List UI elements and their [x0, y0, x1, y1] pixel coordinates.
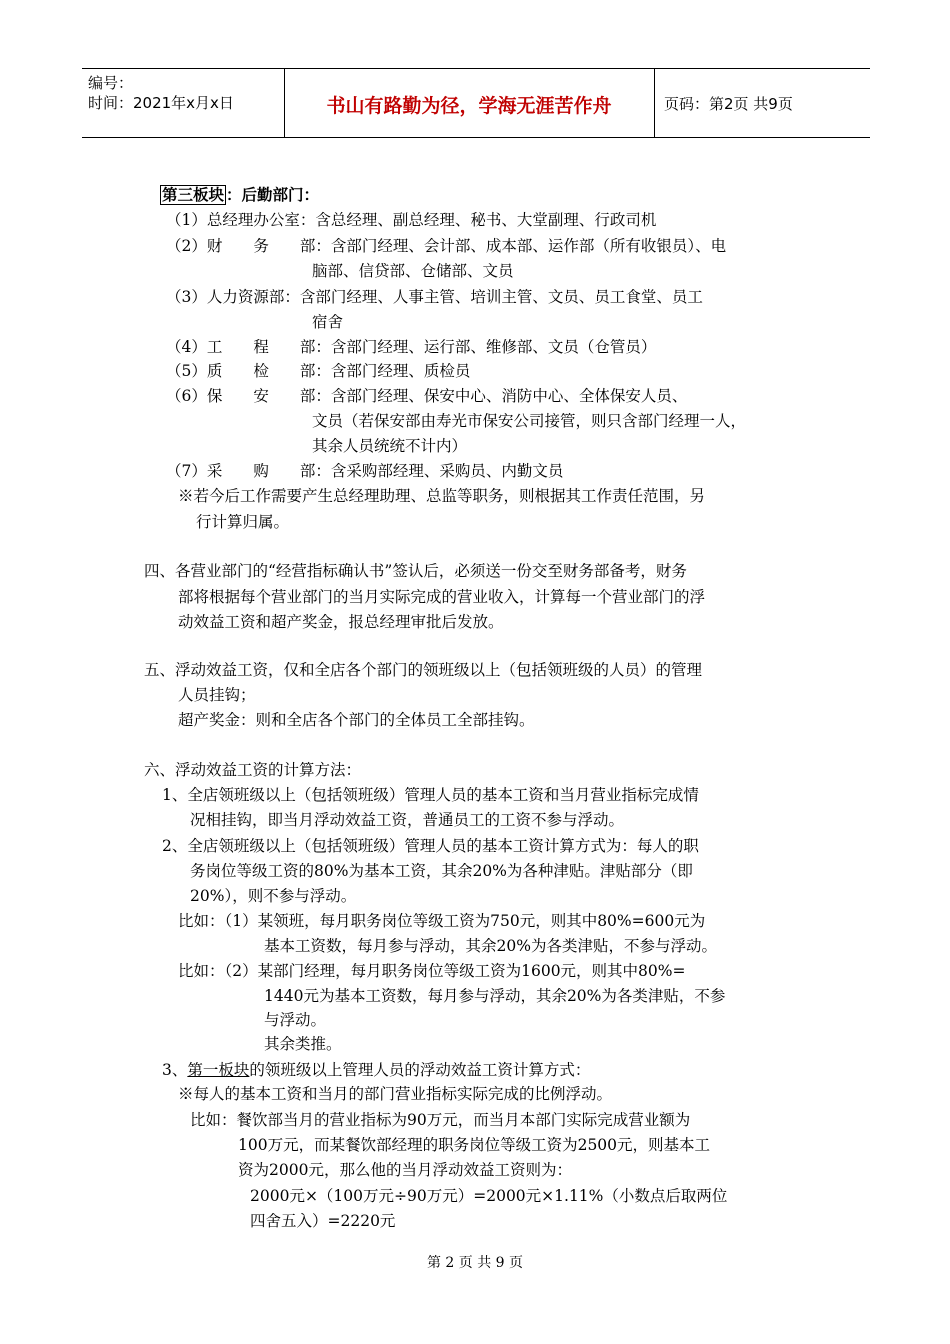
section-6-line: 况相挂钩，即当月浮动效益工资，普通员工的工资不参与浮动。 — [190, 811, 625, 829]
section-6-title: 六、浮动效益工资的计算方法： — [144, 761, 362, 779]
section-3-title — [160, 185, 319, 205]
page-footer: 第 2 页 共 9 页 — [426, 1255, 524, 1271]
section-6-line: 1、全店领班级以上（包括领班级）管理人员的基本工资和当月营业指标完成情 — [162, 786, 699, 804]
section-3-line: （4）工 程 部：含部门经理、运行部、维修部、文员（仓管员） — [166, 338, 657, 356]
section-3-line: 脑部、信贷部、仓储部、文员 — [312, 262, 514, 280]
section-6-line: 20%），则不参与浮动。 — [190, 887, 357, 905]
section-6-example: 比如：（2）某部门经理，每月职务岗位等级工资为1600元，则其中80%= — [178, 962, 686, 980]
time-label: 时间：2021年x月x日 — [88, 94, 234, 112]
section-3-note: 行计算归属。 — [196, 513, 290, 531]
section-3-line: 其余人员统统不计内） — [312, 437, 468, 455]
section-6-example: 其余类推。 — [264, 1035, 342, 1053]
section-3-line: （5）质 检 部：含部门经理、质检员 — [166, 362, 471, 380]
section-4-line: 部将根据每个营业部门的当月实际完成的营业收入，计算每一个营业部门的浮 — [178, 588, 706, 606]
section-5-line: 五、浮动效益工资，仅和全店各个部门的领班级以上（包括领班级的人员）的管理 — [144, 661, 703, 679]
section-3-line: 宿舍 — [312, 313, 344, 331]
section-3-line: （6）保 安 部：含部门经理、保安中心、消防中心、全体保安人员、 — [166, 387, 688, 405]
section-6-formula: 四舍五入）=2220元 — [250, 1212, 396, 1230]
section-3-line: （7）采 购 部：含采购部经理、采购员、内勤文员 — [166, 462, 564, 480]
section-4-line: 动效益工资和超产奖金，报总经理审批后发放。 — [178, 613, 504, 631]
item-3-prefix: 3、 — [162, 1061, 188, 1079]
section-3-line: （1）总经理办公室：含总经理、副总经理、秘书、大堂副理、行政司机 — [166, 211, 657, 229]
section-4-line: 四、各营业部门的“经营指标确认书”签认后，必须送一份交至财务部备考，财务 — [144, 562, 687, 580]
section-6-line: 比如：餐饮部当月的营业指标为90万元，而当月本部门实际完成营业额为 — [190, 1111, 691, 1129]
section-6-example: 基本工资数，每月参与浮动，其余20%为各类津贴，不参与浮动。 — [264, 937, 717, 955]
section-5-line: 超产奖金：则和全店各个部门的全体员工全部挂钩。 — [178, 711, 535, 729]
page-header — [82, 68, 870, 138]
header-motto: 书山有路勤为径，学海无涯苦作舟 — [326, 95, 612, 117]
section-6-line: 2、全店领班级以上（包括领班级）管理人员的基本工资计算方式为：每人的职 — [162, 837, 699, 855]
section-3-title-rest: ：后勤部门： — [226, 186, 320, 204]
section-3-title-box: 第三板块 — [162, 186, 225, 204]
section-6-example: 1440元为基本工资数，每月参与浮动，其余20%为各类津贴，不参 — [264, 987, 726, 1005]
section-6-line: ※每人的基本工资和当月的部门营业指标实际完成的比例浮动。 — [178, 1085, 613, 1103]
section-3-line: （3）人力资源部：含部门经理、人事主管、培训主管、文员、员工食堂、员工 — [166, 288, 703, 306]
item-3-rest: 的领班级以上管理人员的浮动效益工资计算方式： — [249, 1061, 591, 1079]
section-5-line: 人员挂钩； — [178, 686, 256, 704]
section-6-example: 比如：（1）某领班，每月职务岗位等级工资为750元，则其中80%=600元为 — [178, 912, 706, 930]
section-6-line: 务岗位等级工资的80%为基本工资，其余20%为各种津贴。津贴部分（即 — [190, 862, 693, 880]
section-6-example: 与浮动。 — [264, 1011, 327, 1029]
header-divider — [654, 69, 655, 137]
section-6-item-3 — [162, 1060, 590, 1080]
page-code: 页码：第2页 共9页 — [664, 95, 793, 113]
section-6-formula: 2000元×（100万元÷90万元）=2000元×1.11%（小数点后取两位 — [250, 1187, 728, 1205]
section-3-line: （2）财 务 部：含部门经理、会计部、成本部、运作部（所有收银员）、电 — [166, 237, 727, 255]
number-label: 编号： — [88, 74, 134, 92]
section-6-line: 资为2000元，那么他的当月浮动效益工资则为： — [238, 1161, 572, 1179]
header-left — [88, 73, 234, 113]
section-3-note: ※若今后工作需要产生总经理助理、总监等职务，则根据其工作责任范围，另 — [178, 487, 706, 505]
section-3-line: 文员（若保安部由寿光市保安公司接管，则只含部门经理一人， — [312, 412, 747, 430]
item-3-underlined: 第一板块 — [187, 1061, 250, 1079]
section-6-line: 100万元，而某餐饮部经理的职务岗位等级工资为2500元，则基本工 — [238, 1136, 711, 1154]
